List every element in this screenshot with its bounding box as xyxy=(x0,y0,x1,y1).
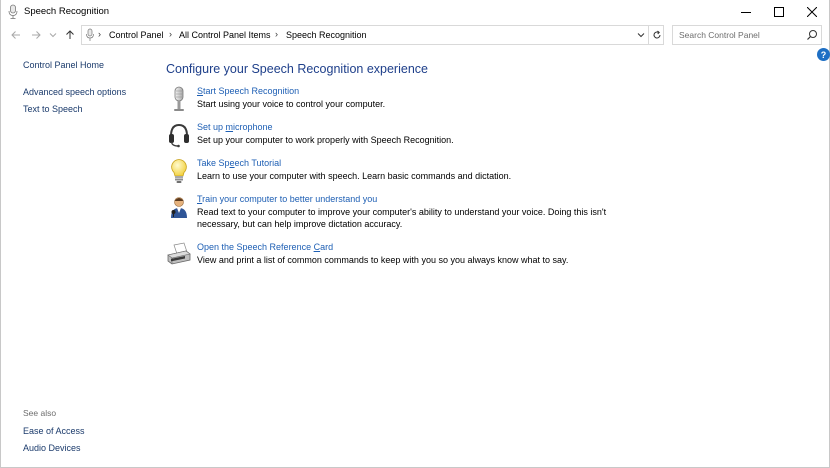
ease-of-access-link[interactable]: Ease of Access xyxy=(23,426,85,436)
arrow-left-icon xyxy=(11,30,21,40)
access-key: m xyxy=(225,122,234,132)
take-speech-tutorial-link[interactable] xyxy=(197,158,281,168)
task-description: Set up your computer to work properly with Speech Recognition. xyxy=(197,135,454,145)
arrow-up-icon xyxy=(65,30,75,40)
title-bar xyxy=(1,0,830,24)
search-box xyxy=(672,25,822,45)
microphone-icon xyxy=(7,4,19,20)
start-speech-recognition-link[interactable] xyxy=(197,86,299,96)
task-open-reference-card xyxy=(166,242,766,270)
breadcrumb-separator: › xyxy=(98,29,101,39)
access-key: T xyxy=(197,194,203,204)
access-key: C xyxy=(313,242,321,252)
printer-icon xyxy=(166,242,192,268)
task-start-speech-recognition xyxy=(166,86,766,114)
link-text: Set up xyxy=(197,122,226,132)
task-description: Learn to use your computer with speech. Learn basic commands and dictation. xyxy=(197,171,512,181)
see-also-label: See also xyxy=(23,408,57,418)
control-panel-home-link[interactable]: Control Panel Home xyxy=(23,60,105,70)
link-text: ech Tutorial xyxy=(234,158,282,168)
access-key: e xyxy=(229,158,235,168)
forward-button[interactable] xyxy=(29,28,43,42)
microphone-icon xyxy=(166,86,192,112)
navigation-bar xyxy=(1,24,830,46)
refresh-button[interactable] xyxy=(648,26,665,44)
close-icon xyxy=(807,7,817,17)
link-text: Open the Speech Reference xyxy=(197,242,314,252)
breadcrumb-separator: › xyxy=(275,29,278,39)
task-description: Start using your voice to control your computer. xyxy=(197,99,386,109)
set-up-microphone-link[interactable] xyxy=(197,122,273,132)
breadcrumb-separator: › xyxy=(169,29,172,39)
task-take-speech-tutorial xyxy=(166,158,766,186)
microphone-icon xyxy=(85,28,95,42)
minimize-icon xyxy=(741,7,751,17)
address-dropdown-button[interactable] xyxy=(635,28,647,42)
task-set-up-microphone xyxy=(166,122,766,150)
lightbulb-icon xyxy=(166,158,192,184)
open-reference-card-link[interactable] xyxy=(197,242,333,252)
breadcrumb-speech-recognition[interactable]: Speech Recognition xyxy=(286,30,367,40)
train-computer-link[interactable] xyxy=(197,194,377,204)
search-icon[interactable] xyxy=(806,29,818,41)
up-button[interactable] xyxy=(63,28,77,42)
access-key: S xyxy=(197,86,204,96)
link-text: ard xyxy=(320,242,334,252)
arrow-right-icon xyxy=(31,30,41,40)
user-speaking-icon xyxy=(166,194,192,220)
help-button[interactable]: ? xyxy=(817,48,830,61)
link-text: icrophone xyxy=(233,122,273,132)
refresh-icon xyxy=(652,30,662,40)
recent-locations-button[interactable] xyxy=(46,28,60,42)
close-button[interactable] xyxy=(789,0,830,24)
link-text: rain your computer to better understand you xyxy=(202,194,378,204)
window-title: Speech Recognition xyxy=(24,6,110,17)
task-description: Read text to your computer to improve your computer's ability to understand your voice. Doing this isn't necessary, but can help improve dictation accuracy. xyxy=(197,207,607,229)
headset-icon xyxy=(166,122,192,148)
address-bar[interactable] xyxy=(81,25,664,45)
link-text: Take Sp xyxy=(197,158,230,168)
link-text: tart Speech Recognition xyxy=(203,86,300,96)
task-train-computer xyxy=(166,194,766,234)
chevron-down-icon xyxy=(637,31,645,39)
back-button[interactable] xyxy=(9,28,23,42)
maximize-icon xyxy=(774,7,784,17)
chevron-down-icon xyxy=(49,31,57,39)
task-description: View and print a list of common commands to keep with you so you always know what to say. xyxy=(197,255,569,265)
advanced-speech-options-link[interactable]: Advanced speech options xyxy=(23,87,127,97)
breadcrumb-all-items[interactable]: All Control Panel Items xyxy=(179,30,271,40)
search-input[interactable] xyxy=(673,26,807,44)
breadcrumb-control-panel[interactable]: Control Panel xyxy=(109,30,164,40)
audio-devices-link[interactable]: Audio Devices xyxy=(23,443,81,453)
text-to-speech-link[interactable]: Text to Speech xyxy=(23,104,83,114)
page-title: Configure your Speech Recognition experience xyxy=(166,62,428,76)
